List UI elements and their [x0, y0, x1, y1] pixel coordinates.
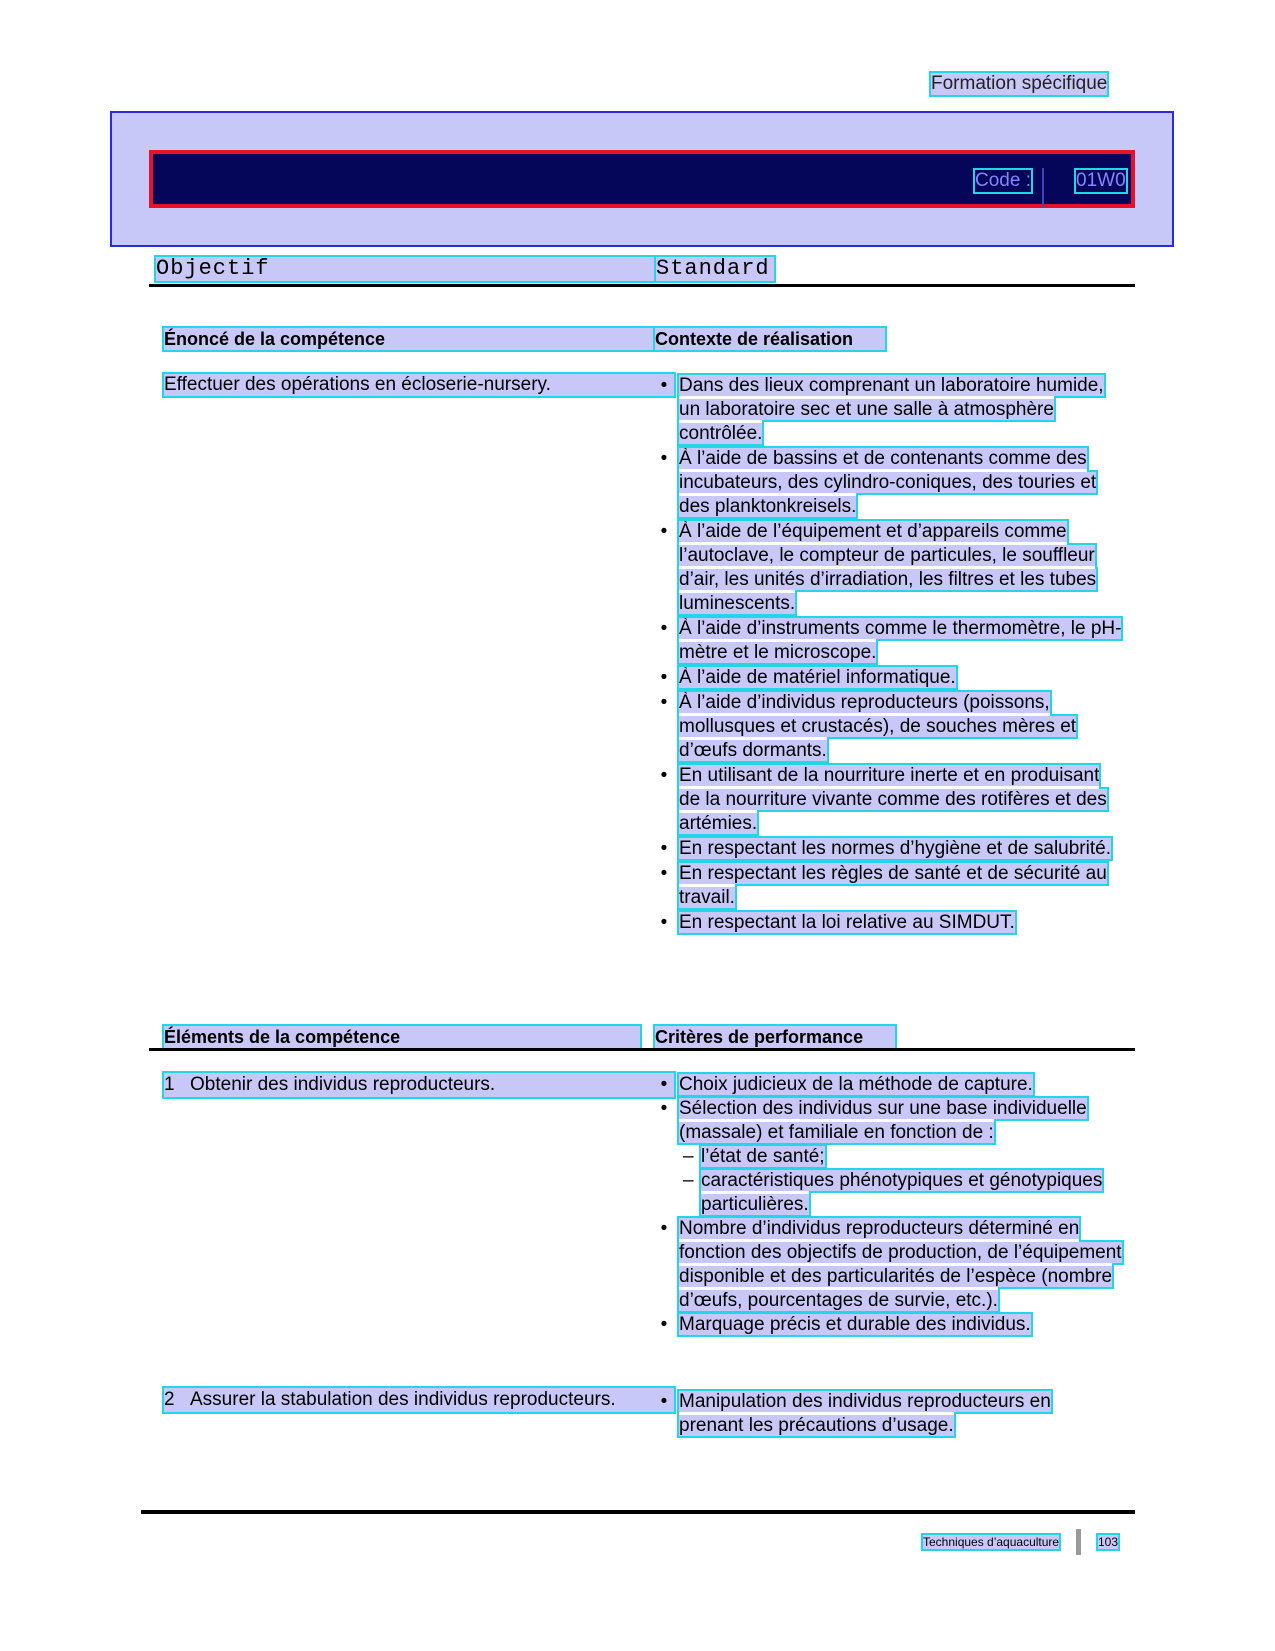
statement-text: Effectuer des opérations en écloserie-nursery.	[164, 374, 674, 396]
list-item: • À l’aide de l’équipement et d’appareils comme l’autoclave, le compteur de particules, le souffleur d’air, les unités d’irradiation, les filtres et les tubes luminescents.	[660, 521, 1097, 614]
sub-item: – caractéristiques phénotypiques et génotypiques particulières.	[683, 1170, 1103, 1215]
element-1	[164, 1073, 674, 1097]
list-item: • À l’aide de bassins et de contenants comme des incubateurs, des cylindro-coniques, des touries et des planktonkreisels.	[660, 448, 1097, 517]
element-label: Assurer la stabulation des individus reproducteurs.	[190, 1389, 616, 1410]
code-label: Code :	[975, 170, 1031, 191]
list-item: • En respectant les règles de santé et de sécurité au travail.	[660, 863, 1107, 908]
list-item: • À l’aide d’individus reproducteurs (poissons, mollusques et crustacés), de souches mères et d’œufs dormants.	[660, 692, 1077, 761]
list-item: • Choix judicieux de la méthode de capture.	[660, 1074, 1033, 1095]
page-number: 103	[1098, 1535, 1119, 1549]
sub-item: – l’état de santé;	[683, 1146, 825, 1167]
code-value: 01W0	[1076, 170, 1126, 191]
criteria-list-2	[655, 1390, 1085, 1438]
code-separator	[1042, 168, 1044, 208]
element-label: Obtenir des individus reproducteurs.	[190, 1074, 496, 1095]
divider	[149, 284, 1135, 287]
list-item: • À l’aide de matériel informatique.	[660, 667, 956, 688]
context-heading: Contexte de réalisation	[655, 328, 885, 350]
list-item: • Sélection des individus sur une base individuelle (massale) et familiale en fonction de : – l’état de santé; – caractéristiques phénotypiques et génotypiques particulières.	[655, 1097, 1125, 1217]
list-item: • Nombre d’individus reproducteurs déterminé en fonction des objectifs de production, de l’équipement disponible et des particularités de l’espèce (nombre d’œufs, pourcentages de survie, etc.).	[660, 1218, 1122, 1311]
criteria-heading: Critères de performance	[655, 1026, 895, 1048]
list-item: • À l’aide d’instruments comme le thermomètre, le pH-mètre et le microscope.	[660, 618, 1122, 663]
criteria-list-1	[655, 1073, 1125, 1337]
footer-separator	[1076, 1529, 1081, 1555]
section-header: Formation spécifique	[931, 73, 1108, 94]
statement-heading: Énoncé de la compétence	[164, 328, 660, 350]
column-standard: Standard	[656, 257, 774, 281]
divider	[149, 1048, 1135, 1051]
footer-rule	[141, 1510, 1135, 1514]
list-item: • Dans des lieux comprenant un laboratoire humide, un laboratoire sec et une salle à atmosphère contrôlée.	[660, 375, 1104, 444]
element-number: 1	[164, 1074, 175, 1095]
column-objectif: Objectif	[156, 257, 656, 281]
list-item: • Manipulation des individus reproducteurs en prenant les précautions d’usage.	[660, 1391, 1051, 1436]
list-item: • En respectant les normes d’hygiène et de salubrité.	[660, 838, 1111, 859]
list-item: • Marquage précis et durable des individus.	[660, 1314, 1031, 1335]
element-2	[164, 1388, 674, 1412]
footer-title: Techniques d’aquaculture	[923, 1535, 1060, 1549]
element-number: 2	[164, 1389, 175, 1410]
context-list	[655, 374, 1125, 936]
sub-list	[679, 1145, 1125, 1217]
list-item: • En respectant la loi relative au SIMDUT.	[660, 912, 1015, 933]
elements-heading: Éléments de la compétence	[164, 1026, 640, 1048]
list-item: • En utilisant de la nourriture inerte et en produisant de la nourriture vivante comme des rotifères et des artémies.	[660, 765, 1107, 834]
